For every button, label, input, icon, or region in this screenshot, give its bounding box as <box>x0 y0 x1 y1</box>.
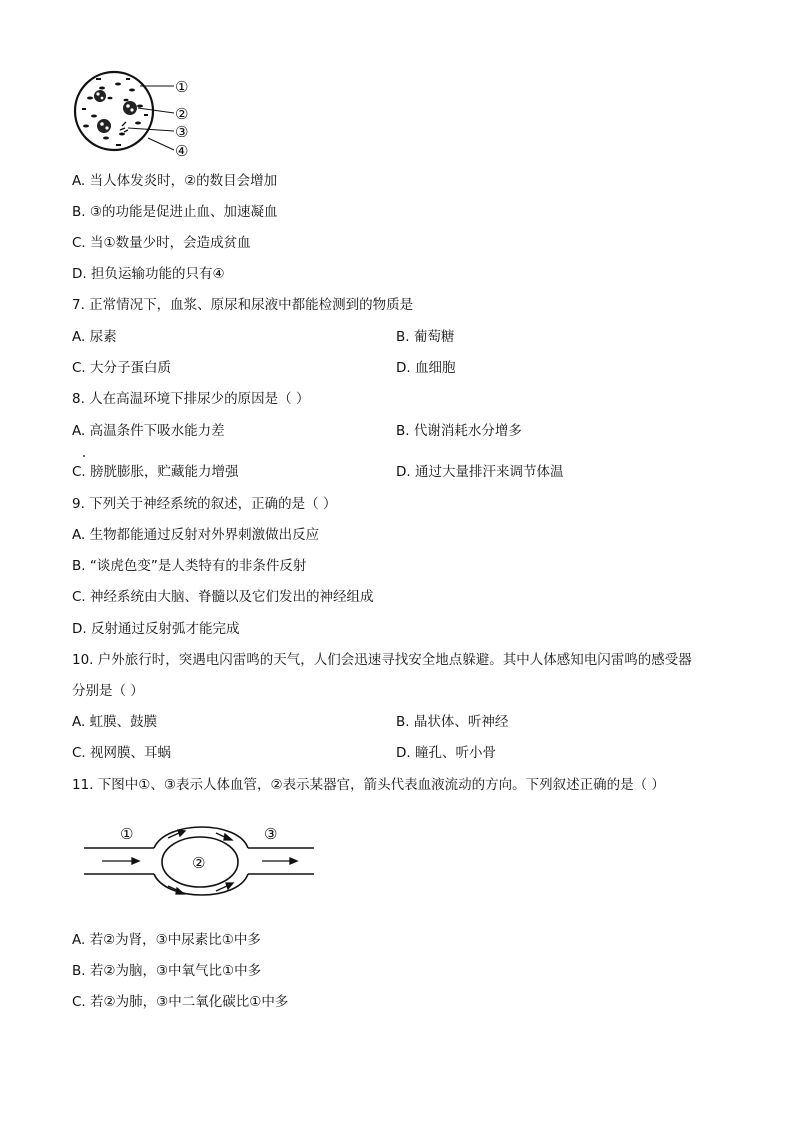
diagram-label-1: ① <box>120 825 134 843</box>
q10-stem-line2: 分别是（ ） <box>72 683 144 699</box>
q9-option-b: B. “谈虎色变”是人类特有的非条件反射 <box>72 558 307 574</box>
q11-stem: 11. 下图中①、③表示人体血管，②表示某器官，箭头代表血液流动的方向。下列叙述正确的是（ ） <box>72 777 665 793</box>
q7-option-c: C. 大分子蛋白质 <box>72 360 172 376</box>
q6-option-c: C. 当①数量少时，会造成贫血 <box>72 235 251 251</box>
diagram-label-2: ② <box>192 854 206 872</box>
stray-dot <box>83 455 85 457</box>
blood-flow-diagram <box>82 818 322 908</box>
figure-label-4: ④ <box>175 142 189 158</box>
blood-smear-figure <box>70 68 200 158</box>
q9-stem: 9. 下列关于神经系统的叙述，正确的是（ ） <box>72 496 337 512</box>
q6-option-d: D. 担负运输功能的只有④ <box>72 266 225 282</box>
q11-option-c: C. 若②为肺，③中二氧化碳比①中多 <box>72 994 289 1010</box>
q9-option-a: A. 生物都能通过反射对外界刺激做出反应 <box>72 527 320 543</box>
q9-option-c: C. 神经系统由大脑、脊髓以及它们发出的神经组成 <box>72 589 374 605</box>
q6-option-b: B. ③的功能是促进止血、加速凝血 <box>72 204 278 220</box>
q10-stem-line1: 10. 户外旅行时，突遇电闪雷鸣的天气，人们会迅速寻找安全地点躲避。其中人体感知电闪雷鸣的感受器 <box>72 652 692 668</box>
diagram-label-3: ③ <box>264 825 278 843</box>
q8-option-c: C. 膀胱膨胀，贮藏能力增强 <box>72 464 239 480</box>
q10-option-b: B. 晶状体、听神经 <box>396 714 509 730</box>
q10-option-a: A. 虹膜、鼓膜 <box>72 714 158 730</box>
q7-stem: 7. 正常情况下，血浆、原尿和尿液中都能检测到的物质是 <box>72 297 414 313</box>
q6-option-a: A. 当人体发炎时，②的数目会增加 <box>72 173 278 189</box>
q8-option-d: D. 通过大量排汗来调节体温 <box>396 464 564 480</box>
q8-option-b: B. 代谢消耗水分增多 <box>396 423 522 439</box>
figure-label-3: ③ <box>175 123 189 141</box>
q8-stem: 8. 人在高温环境下排尿少的原因是（ ） <box>72 391 310 407</box>
q11-option-b: B. 若②为脑，③中氧气比①中多 <box>72 963 262 979</box>
q7-option-b: B. 葡萄糖 <box>396 329 455 345</box>
figure-label-1: ① <box>175 78 189 96</box>
q7-option-a: A. 尿素 <box>72 329 117 345</box>
q7-option-d: D. 血细胞 <box>396 360 456 376</box>
q11-option-a: A. 若②为肾，③中尿素比①中多 <box>72 932 261 948</box>
q10-option-c: C. 视网膜、耳蜗 <box>72 745 172 761</box>
q10-option-d: D. 瞳孔、听小骨 <box>396 745 496 761</box>
q9-option-d: D. 反射通过反射弧才能完成 <box>72 621 240 637</box>
q8-option-a: A. 高温条件下吸水能力差 <box>72 423 225 439</box>
figure-label-2: ② <box>175 105 189 123</box>
